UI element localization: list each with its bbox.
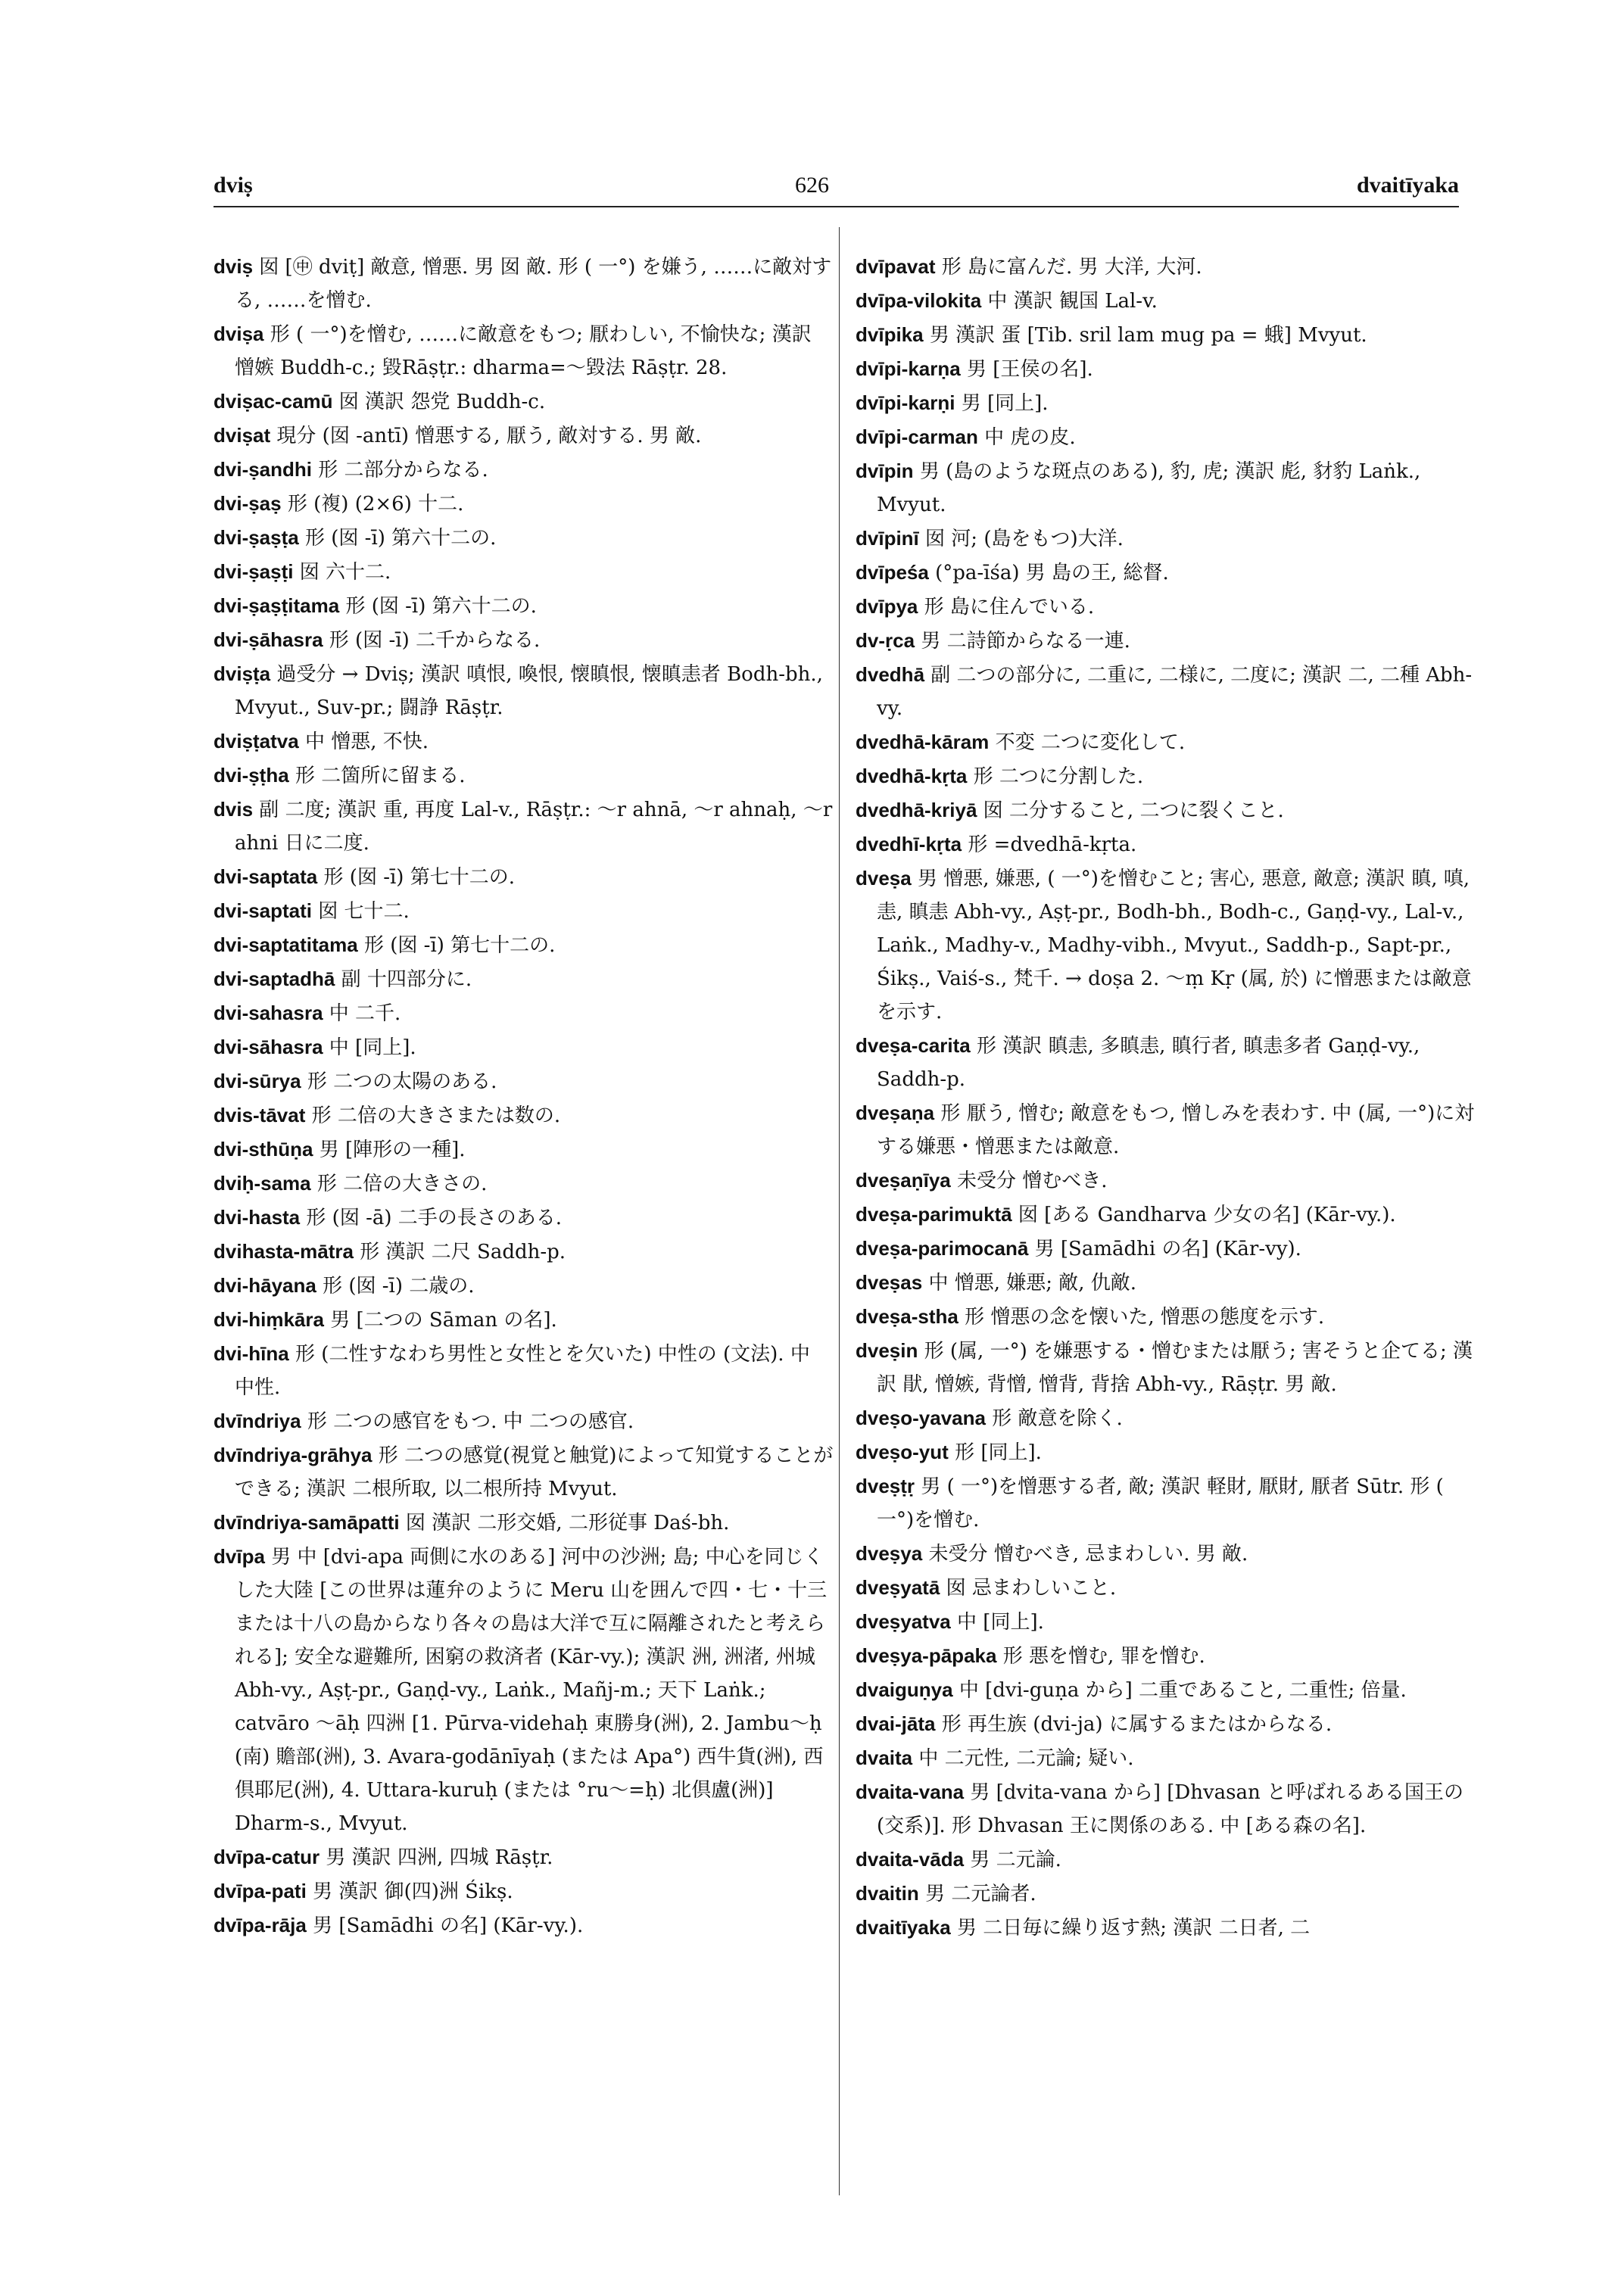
dictionary-entry (856, 1232, 1476, 1266)
entry-definition: 男 [Samādhi の名] (Kār-vy). (1034, 1238, 1301, 1260)
dictionary-entry (856, 522, 1476, 556)
entry-definition: 形 厭う, 憎む; 敵意をもつ, 憎しみを表わす. 中 (属, 一°)に対する嫌悪・憎悪または敵意. (877, 1102, 1475, 1158)
left-column (214, 250, 834, 1943)
entry-definition: 囡 漢訳 怨党 Buddh-c. (338, 391, 546, 413)
entry-headword: dvaita (856, 1746, 913, 1769)
dictionary-entry (856, 827, 1476, 861)
dictionary-entry (214, 521, 834, 555)
entry-headword: dveṣya (856, 1542, 923, 1565)
dictionary-entry (214, 487, 834, 521)
dictionary-entry (214, 793, 834, 860)
entry-definition: 囡 六十二. (299, 561, 391, 584)
entry-headword: dviṣ (214, 255, 254, 278)
entry-headword: dvīpi-carman (856, 425, 978, 448)
entry-definition: 形 二部分からなる. (318, 459, 488, 481)
entry-definition: 副 二つの部分に, 二重に, 二様に, 二度に; 漢訳 二, 二種 Abh-vy. (877, 664, 1473, 720)
dictionary-entry (214, 759, 834, 793)
entry-definition: (°pa-īśa) 男 島の王, 総督. (935, 562, 1169, 584)
dictionary-entry (214, 1540, 834, 1840)
entry-headword: dvaiguṇya (856, 1678, 953, 1701)
entry-definition: 男 憎悪, 嫌悪, ( 一°)を憎むこと; 害心, 悪意, 敵意; 漢訳 瞋, 嗔, 恚, 瞋恚 Abh-vy., Aṣṭ-pr., Bodh-bh., Bodh-c., Gaṇḍ-vy., Lal-v., Laṅk., Madhy-v., Madhy-vibh., Mvyut., Saddh-p., Sapt-pr., Śikṣ., Vaiś-s., 梵千. → doṣa 2. ～ṃ Kṛ (属, 於) に憎悪または敵意を示す. (877, 868, 1472, 1023)
dictionary-entry (856, 725, 1476, 759)
entry-definition: 囡 忌まわしいこと. (946, 1577, 1117, 1600)
dictionary-entry (214, 1337, 834, 1404)
dictionary-entry (856, 1639, 1476, 1673)
dictionary-entry (214, 996, 834, 1030)
dictionary-entry (856, 1164, 1476, 1198)
dictionary-entry (856, 590, 1476, 624)
dictionary-entry (214, 1235, 834, 1269)
entry-headword: dviṣac-camū (214, 390, 333, 413)
entry-headword: dvi-ṣaṣṭi (214, 560, 294, 583)
entry-definition: 形 (二性すなわち男性と女性とを欠いた) 中性の (文法). 中 中性. (235, 1343, 810, 1399)
dictionary-entry (214, 250, 834, 317)
entry-headword: dveṣaṇa (856, 1101, 935, 1124)
dictionary-entry (214, 1064, 834, 1098)
dictionary-entry (214, 419, 834, 453)
dictionary-entry (214, 1438, 834, 1506)
entry-headword: dvi-ṣaṣṭa (214, 526, 299, 549)
dictionary-entry (856, 861, 1476, 1029)
entry-headword: dvi-ṣaṣ (214, 492, 282, 515)
entry-definition: 囡 河; (島をもつ)大洋. (925, 528, 1124, 550)
dictionary-entry (856, 1775, 1476, 1843)
entry-headword: dveṣas (856, 1271, 923, 1294)
entry-definition: 囡 漢訳 二形交婚, 二形従事 Daś-bh. (405, 1512, 730, 1534)
entry-headword: dveṣa-parimocanā (856, 1237, 1029, 1260)
dictionary-entry (214, 724, 834, 759)
left-guide-word: dviṣ (214, 173, 253, 198)
dictionary-entry (214, 894, 834, 928)
entry-definition: 囡 [㊥ dviṭ] 敵意, 憎悪. 男 囡 敵. 形 ( 一°) を嫌う, ……に敵対する, ……を憎む. (235, 256, 832, 312)
entry-headword: dvīpi-karṇa (856, 357, 961, 380)
dictionary-entry (856, 1266, 1476, 1300)
entry-headword: dveṣṭṛ (856, 1475, 915, 1497)
entry-headword: dveṣin (856, 1339, 918, 1362)
entry-headword: dvi-sāhasra (214, 1036, 323, 1058)
entry-headword: dviṣṭa (214, 662, 271, 685)
right-column (856, 250, 1476, 1945)
entry-definition: 過受分 → Dviṣ; 漢訳 嗔恨, 喚恨, 懐瞋恨, 懐瞋恚者 Bodh-bh., Mvyut., Suv-pr.; 闘諍 Rāṣṭr. (235, 663, 823, 719)
dictionary-entry (856, 1911, 1476, 1945)
entry-definition: 中 [同上]. (329, 1036, 416, 1059)
entry-definition: 副 二度; 漢訳 重, 再度 Lal-v., Rāṣṭr.: ～r ahnā, ～r ahnaḥ, ～r ahni 日に二度. (235, 799, 833, 855)
entry-definition: 中 漢訳 観国 Lal-v. (987, 290, 1158, 313)
dictionary-entry (214, 453, 834, 487)
dictionary-entry (856, 1537, 1476, 1571)
entry-definition: 不変 二つに変化して. (995, 731, 1186, 754)
entry-definition: 男 [同上]. (961, 392, 1049, 415)
entry-headword: dvi-ṣāhasra (214, 628, 323, 651)
dictionary-entry (214, 1030, 834, 1064)
dictionary-entry (214, 962, 834, 996)
entry-definition: 中 二元性, 二元論; 疑い. (918, 1747, 1134, 1770)
dictionary-entry (856, 1707, 1476, 1741)
entry-headword: dveṣa-carita (856, 1034, 971, 1057)
entry-definition: 男 二元論. (970, 1849, 1061, 1871)
entry-headword: dvi-saptatitama (214, 933, 358, 956)
entry-headword: dvedhā (856, 663, 925, 686)
dictionary-entry (214, 1404, 834, 1438)
entry-headword: dveṣyatā (856, 1576, 940, 1599)
dictionary-entry (856, 454, 1476, 522)
entry-definition: 囡 [ある Gandharva 少女の名] (Kār-vy.). (1018, 1204, 1396, 1226)
dictionary-entry (856, 759, 1476, 793)
entry-headword: dvīpa-vilokita (856, 289, 982, 312)
dictionary-entry (856, 1198, 1476, 1232)
entry-definition: 男 [二つの Sāman の名]. (330, 1309, 557, 1332)
entry-headword: dviṣṭatva (214, 730, 299, 752)
dictionary-entry (856, 556, 1476, 590)
entry-headword: dvedhā-kāram (856, 731, 990, 753)
dictionary-entry (856, 1673, 1476, 1707)
entry-definition: 男 [Samādhi の名] (Kār-vy.). (313, 1914, 584, 1937)
entry-headword: dvihasta-mātra (214, 1240, 354, 1263)
entry-definition: 形 漢訳 二尺 Saddh-p. (360, 1241, 566, 1263)
dictionary-entry (214, 1303, 834, 1337)
dictionary-entry (214, 1098, 834, 1132)
entry-headword: dvīpi-karṇi (856, 391, 955, 414)
entry-definition: 男 漢訳 蛋 [Tib. sril lam mug pa = 蛾] Mvyut. (929, 324, 1367, 347)
entry-headword: dveṣo-yut (856, 1441, 949, 1463)
entry-headword: dvi-hīna (214, 1342, 289, 1365)
entry-definition: 男 [陣形の一種]. (319, 1139, 466, 1161)
dictionary-entry (214, 555, 834, 589)
entry-definition: 男 二日毎に繰り返す熱; 漢訳 二日者, 二 (957, 1917, 1311, 1939)
entry-headword: dvīpa (214, 1545, 265, 1568)
entry-headword: dveṣaṇīya (856, 1169, 951, 1192)
dictionary-entry (856, 1469, 1476, 1537)
entry-headword: dvi-hāyana (214, 1274, 316, 1297)
dictionary-entry (214, 385, 834, 419)
entry-headword: dvedhā-kriyā (856, 799, 977, 821)
dictionary-entry (856, 318, 1476, 352)
entry-headword: dvīndriya (214, 1410, 301, 1432)
entry-definition: 男 二詩節からなる一連. (921, 630, 1130, 653)
dictionary-entry (856, 250, 1476, 284)
entry-definition: 中 虎の皮. (984, 426, 1076, 449)
entry-definition: 形 島に住んでいる. (924, 596, 1095, 618)
dictionary-entry (856, 1877, 1476, 1911)
dictionary-entry (214, 1840, 834, 1874)
entry-headword: dveṣo-yavana (856, 1407, 986, 1429)
entry-definition: 形 二箇所に留まる. (295, 765, 466, 787)
right-guide-word: dvaitīyaka (1356, 173, 1459, 198)
entry-headword: dviṣa (214, 322, 264, 345)
entry-headword: dveṣa-stha (856, 1305, 959, 1328)
entry-headword: dvīpa-catur (214, 1846, 320, 1868)
entry-headword: dveṣyatva (856, 1610, 951, 1633)
entry-definition: 副 十四部分に. (341, 968, 472, 991)
entry-headword: dvīpya (856, 595, 918, 618)
entry-headword: dvis (214, 798, 254, 821)
dictionary-entry (856, 1435, 1476, 1469)
dictionary-entry (856, 1571, 1476, 1605)
entry-definition: 男 (島のような斑点のある), 豹, 虎; 漢訳 彪, 豺豹 Laṅk., Mvyut. (877, 460, 1421, 516)
entry-definition: 男 二元論者. (925, 1883, 1036, 1905)
dictionary-entry (856, 284, 1476, 318)
entry-definition: 形 島に富んだ. 男 大洋, 大河. (941, 256, 1202, 279)
entry-headword: dvīpa-rāja (214, 1914, 307, 1936)
entry-definition: 中 憎悪, 不快. (305, 731, 429, 753)
entry-definition: 男 [王侯の名]. (966, 358, 1093, 381)
dictionary-entry (856, 1401, 1476, 1435)
dictionary-entry (214, 860, 834, 894)
entry-headword: dvi-sthūṇa (214, 1138, 313, 1161)
dictionary-entry (856, 1843, 1476, 1877)
entry-definition: 未受分 憎むべき. (957, 1170, 1108, 1192)
entry-definition: 中 [dvi-guṇa から] 二重であること, 二重性; 倍量. (959, 1679, 1407, 1702)
entry-definition: 囡 二分すること, 二つに裂くこと. (983, 799, 1284, 822)
entry-headword: dvi-ṣṭha (214, 764, 289, 787)
entry-definition: 形 漢訳 瞋恚, 多瞋恚, 瞋行者, 瞋恚多者 Gaṇḍ-vy., Saddh-p. (877, 1035, 1420, 1091)
entry-headword: dvedhī-kṛta (856, 833, 962, 855)
entry-headword: dviḥ-sama (214, 1172, 311, 1195)
entry-definition: 形 憎悪の念を懐いた, 憎悪の態度を示す. (965, 1306, 1325, 1329)
entry-headword: dvi-saptata (214, 865, 318, 888)
entry-headword: dvīpinī (856, 527, 919, 550)
dictionary-entry (214, 1132, 834, 1167)
entry-definition: 形 二倍の大きさまたは数の. (311, 1104, 561, 1127)
dictionary-entry (214, 1874, 834, 1908)
entry-definition: 未受分 憎むべき, 忌まわしい. 男 敵. (928, 1543, 1248, 1566)
entry-definition: 男 [dvita-vana から] [Dhvasan と呼ばれるある国王の(交系)]. 形 Dhvasan 王に関係のある. 中 [ある森の名]. (877, 1781, 1464, 1837)
entry-headword: dvaita-vāda (856, 1848, 965, 1871)
entry-definition: 現分 (囡 -antī) 憎悪する, 厭う, 敵対する. 男 敵. (276, 425, 702, 447)
entry-headword: dvi-sahasra (214, 1002, 323, 1024)
dictionary-entry (214, 1908, 834, 1943)
dictionary-entry (856, 1096, 1476, 1164)
entry-definition: 中 二千. (329, 1002, 401, 1025)
entry-headword: dvīpika (856, 323, 924, 346)
dictionary-entry (856, 386, 1476, 420)
entry-definition: 囡 七十二. (318, 900, 410, 923)
dictionary-entry (214, 589, 834, 623)
entry-headword: dvīpavat (856, 255, 936, 278)
header-rule (214, 206, 1459, 207)
dictionary-entry (214, 1506, 834, 1540)
entry-definition: 男 ( 一°)を憎悪する者, 敵; 漢訳 軽財, 厭財, 厭者 Sūtr. 形 ( 一°)を憎む. (877, 1475, 1444, 1531)
dictionary-entry (856, 793, 1476, 827)
dictionary-entry (856, 1300, 1476, 1334)
dictionary-entry (856, 1741, 1476, 1775)
entry-headword: dvis-tāvat (214, 1104, 306, 1126)
entry-definition: 形 二つの感覚(視覚と触覚)によって知覚することができる; 漢訳 二根所取, 以二根所持 Mvyut. (235, 1444, 834, 1500)
entry-definition: 形 [同上]. (955, 1441, 1042, 1464)
entry-headword: dv-ṛca (856, 629, 915, 652)
entry-headword: dvi-ṣaṣṭitama (214, 594, 340, 617)
entry-definition: 中 憎悪, 嫌悪; 敵, 仇敵. (928, 1272, 1137, 1294)
dictionary-entry (856, 1605, 1476, 1639)
entry-definition: 形 =dvedhā-kṛta. (968, 833, 1137, 856)
entry-headword: dvaitin (856, 1882, 919, 1905)
entry-headword: dvi-saptati (214, 899, 313, 922)
dictionary-entry (214, 657, 834, 724)
entry-headword: dvīpin (856, 460, 914, 482)
entry-definition: 男 漢訳 御(四)洲 Śikṣ. (313, 1880, 513, 1903)
dictionary-entry (214, 928, 834, 962)
entry-definition: 形 再生族 (dvi-ja) に属するまたはからなる. (941, 1713, 1333, 1736)
entry-definition: 形 (囡 -ī) 二千からなる. (329, 629, 541, 652)
entry-definition: 男 中 [dvi-apa 両側に水のある] 河中の沙洲; 島; 中心を同じくした大陸 [この世界は蓮弁のように Meru 山を囲んで四・七・十三または十八の島からなり各々の島は大洋で互に隔離されたと考えられる]; 安全な避難所, 困窮の救済者 (Kār-vy.); 漢訳 洲, 洲渚, 州城 Abh-vy., Aṣṭ-pr., Gaṇḍ-vy., Laṅk., Mañj-m.; 天下 Laṅk.; catvāro ～āḥ 四洲 [1. Pūrva-videhaḥ 東勝身(洲), 2. Jambu～ḥ (南) 贍部(洲), 3. Avara-godānīyaḥ (または Apa°) 西牛貨(洲), 西倶耶尼(洲), 4. Uttara-kuruḥ (または °ru～=ḥ) 北倶盧(洲)] Dharm-s., Mvyut. (235, 1546, 828, 1835)
dictionary-entry (856, 658, 1476, 725)
page-number: 626 (795, 173, 829, 198)
dictionary-entry (856, 624, 1476, 658)
entry-definition: 形 (囡 -ā) 二手の長さのある. (306, 1207, 563, 1229)
column-divider (839, 227, 840, 2195)
entry-headword: dvi-sūrya (214, 1070, 301, 1092)
entry-headword: dvi-hiṃkāra (214, 1308, 324, 1331)
dictionary-entry (214, 1201, 834, 1235)
entry-definition: 形 二つの太陽のある. (307, 1070, 497, 1093)
entry-headword: dvi-saptadhā (214, 967, 335, 990)
entry-definition: 形 ( 一°)を憎む, ……に敵意をもつ; 厭わしい, 不愉快な; 漢訳 憎嫉 Buddh-c.; 毀Rāṣṭr.: dharma=～毀法 Rāṣṭr. 28. (235, 323, 812, 379)
entry-headword: dvedhā-kṛta (856, 765, 968, 787)
entry-headword: dviṣat (214, 424, 271, 447)
entry-definition: 形 悪を憎む, 罪を憎む. (1002, 1645, 1205, 1668)
entry-definition: 形 二つに分割した. (973, 765, 1144, 788)
entry-definition: 形 (属, 一°) を嫌悪する・憎むまたは厭う; 害そうと企てる; 漢訳 猒, 憎嫉, 背憎, 憎背, 背捨 Abh-vy., Rāṣṭr. 男 敵. (877, 1340, 1473, 1396)
entry-definition: 形 敵意を除く. (992, 1407, 1123, 1430)
dictionary-entry (856, 1334, 1476, 1401)
entry-headword: dveṣa (856, 867, 912, 889)
entry-headword: dvi-hasta (214, 1206, 301, 1229)
dictionary-entry (214, 1269, 834, 1303)
entry-headword: dvīndriya-samāpatti (214, 1511, 400, 1534)
entry-definition: 形 (囡 -ī) 第六十二の. (345, 595, 537, 618)
entry-definition: 男 漢訳 四洲, 四城 Rāṣṭr. (326, 1846, 553, 1869)
entry-definition: 形 (囡 -ī) 第六十二の. (305, 527, 497, 550)
entry-definition: 形 (囡 -ī) 第七十二の. (364, 934, 556, 957)
entry-headword: dveṣa-parimuktā (856, 1203, 1012, 1226)
dictionary-entry (856, 1029, 1476, 1096)
dictionary-entry (214, 623, 834, 657)
dictionary-entry (856, 352, 1476, 386)
entry-definition: 中 [同上]. (957, 1611, 1044, 1634)
entry-definition: 形 (囡 -ī) 第七十二の. (323, 866, 515, 889)
entry-headword: dvaitīyaka (856, 1916, 951, 1939)
entry-headword: dvi-ṣandhi (214, 458, 313, 481)
entry-headword: dvīpa-pati (214, 1880, 307, 1902)
entry-headword: dvai-jāta (856, 1712, 936, 1735)
dictionary-entry (214, 1167, 834, 1201)
entry-headword: dvīndriya-grāhya (214, 1444, 372, 1466)
entry-headword: dveṣya-pāpaka (856, 1644, 997, 1667)
entry-definition: 形 二つの感官をもつ. 中 二つの感官. (307, 1410, 634, 1433)
dictionary-entry (214, 317, 834, 385)
entry-headword: dvaita-vana (856, 1781, 965, 1803)
entry-definition: 形 二倍の大きさの. (316, 1173, 488, 1195)
dictionary-entry (856, 420, 1476, 454)
entry-headword: dvīpeśa (856, 561, 929, 584)
entry-definition: 形 (複) (2×6) 十二. (287, 493, 464, 516)
entry-definition: 形 (囡 -ī) 二歳の. (323, 1275, 475, 1298)
